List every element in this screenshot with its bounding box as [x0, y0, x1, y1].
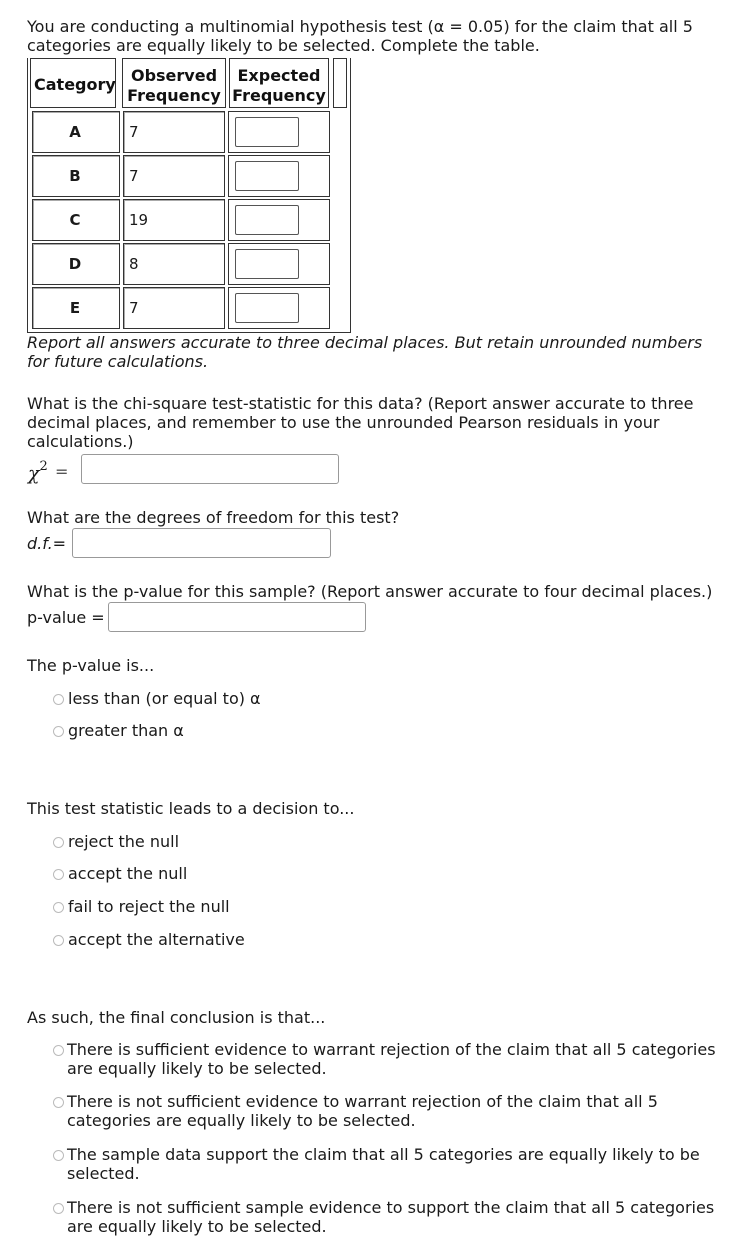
row-c-category: C	[69, 211, 81, 229]
conclusion-radio-2[interactable]	[53, 1097, 64, 1108]
p-value-label: p-value =	[27, 608, 105, 627]
row-b-observed: 7	[129, 167, 139, 185]
row-e-category: E	[69, 299, 81, 317]
decision-radio-accept-alt[interactable]	[53, 935, 64, 946]
row-a-observed: 7	[129, 123, 139, 141]
report-note: Report all answers accurate to three decimal places. But retain unrounded numbers for future calculations.	[27, 333, 703, 371]
compare-option-less[interactable]: less than (or equal to) α	[68, 689, 261, 708]
intro-text: You are conducting a multinomial hypothesis test (α = 0.05) for the claim that all 5 categories are equally likely to be selected. Complete the table.	[27, 17, 693, 55]
df-input[interactable]	[72, 528, 331, 558]
compare-radio-greater[interactable]	[53, 726, 64, 737]
row-d-observed: 8	[129, 255, 139, 273]
row-b-expected-input[interactable]	[235, 161, 299, 191]
header-extra-cell	[333, 58, 347, 108]
decision-radio-reject[interactable]	[53, 837, 64, 848]
row-e-expected-input[interactable]	[235, 293, 299, 323]
row-c-expected-input[interactable]	[235, 205, 299, 235]
decision-option-accept-alt[interactable]: accept the alternative	[68, 930, 245, 949]
decision-option-fail-reject[interactable]: fail to reject the null	[68, 897, 230, 916]
conclusion-radio-4[interactable]	[53, 1203, 64, 1214]
df-question: What are the degrees of freedom for this test?	[27, 508, 400, 527]
conclusion-radio-3[interactable]	[53, 1150, 64, 1161]
p-value-question: What is the p-value for this sample? (Report answer accurate to four decimal places.)	[27, 582, 713, 601]
decision-question: This test statistic leads to a decision to...	[27, 799, 355, 818]
conclusion-radio-1[interactable]	[53, 1045, 64, 1056]
header-expected-line2: Frequency	[232, 86, 326, 105]
row-b-category: B	[69, 167, 81, 185]
chi-equals: =	[55, 462, 69, 481]
conclusion-option-1[interactable]: There is sufficient evidence to warrant rejection of the claim that all 5 categories are equally likely to be selected.	[67, 1040, 716, 1078]
compare-option-greater[interactable]: greater than α	[68, 721, 184, 740]
row-e-observed: 7	[129, 299, 139, 317]
compare-question: The p-value is...	[27, 656, 155, 675]
chi-exponent: 2	[39, 459, 48, 474]
row-d-expected-input[interactable]	[235, 249, 299, 279]
row-a-category: A	[69, 123, 81, 141]
conclusion-option-2[interactable]: There is not sufficient evidence to warrant rejection of the claim that all 5 categories are equally likely to be selected.	[67, 1092, 658, 1130]
row-c-observed: 19	[129, 211, 149, 229]
chi-square-question: What is the chi-square test-statistic for this data? (Report answer accurate to three decimal places, and remember to use the unrounded Pearson residuals in your calculations.)	[27, 394, 694, 451]
header-observed-line1: Observed	[130, 66, 218, 85]
conclusion-question: As such, the final conclusion is that...	[27, 1008, 326, 1027]
header-expected-line1: Expected	[237, 66, 321, 85]
chi-square-input[interactable]	[81, 454, 339, 484]
chi-symbol	[28, 459, 48, 483]
row-d-category: D	[68, 255, 82, 273]
header-observed-line2: Frequency	[127, 86, 221, 105]
conclusion-option-3[interactable]: The sample data support the claim that all 5 categories are equally likely to be selected.	[67, 1145, 700, 1183]
chi-letter: χ	[28, 462, 40, 485]
conclusion-option-4[interactable]: There is not sufficient sample evidence to support the claim that all 5 categories are equally likely to be selected.	[67, 1198, 715, 1236]
df-label: d.f.=	[27, 534, 67, 553]
decision-radio-fail-reject[interactable]	[53, 902, 64, 913]
row-a-expected-input[interactable]	[235, 117, 299, 147]
header-category: Category	[34, 75, 116, 94]
decision-radio-accept-null[interactable]	[53, 869, 64, 880]
compare-radio-less[interactable]	[53, 694, 64, 705]
p-value-input[interactable]	[108, 602, 366, 632]
decision-option-reject[interactable]: reject the null	[68, 832, 180, 851]
decision-option-accept-null[interactable]: accept the null	[68, 864, 188, 883]
